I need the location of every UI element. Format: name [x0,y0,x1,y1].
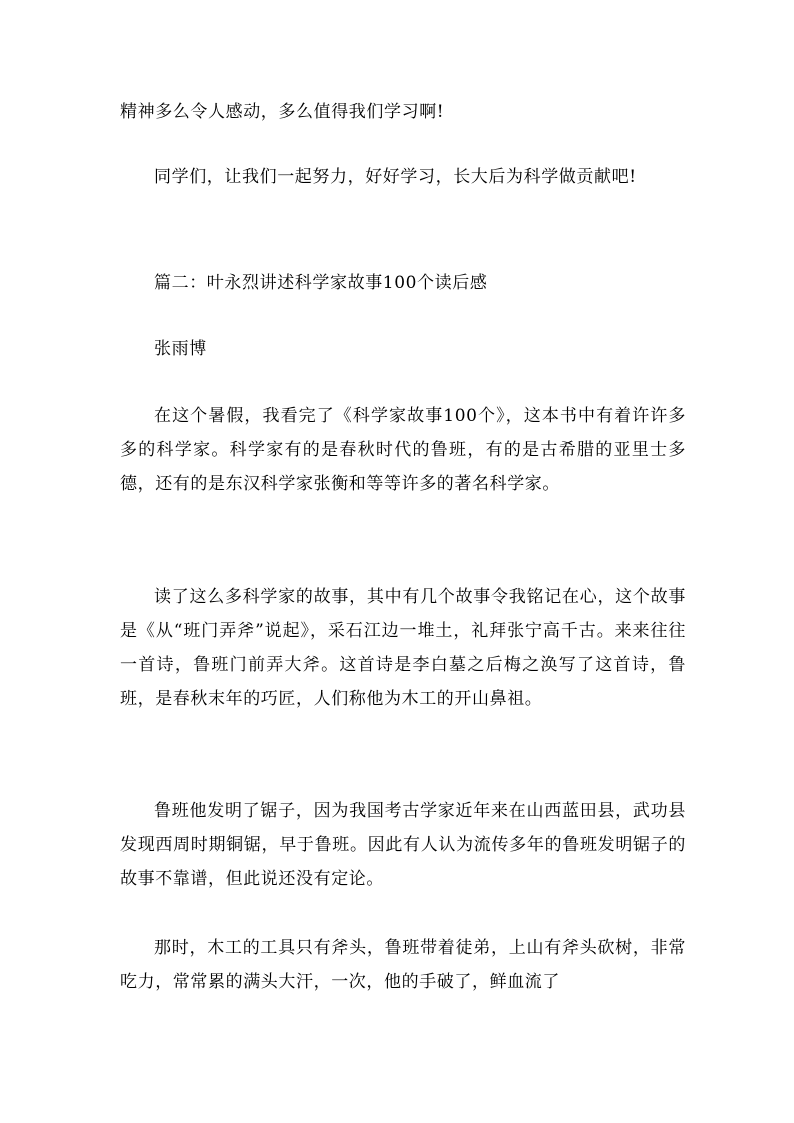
paragraph-axe-story: 那时，木工的工具只有斧头，鲁班带着徒弟，上山有斧头砍树，非常吃力，常常累的满头大汗，一次，他的手破了，鲜血流了 [120,938,686,992]
paragraph-saw-invention: 鲁班他发明了锯子，因为我国考古学家近年来在山西蓝田县，武功县发现西周时期铜锯，早于鲁班。因此有人认为流传多年的鲁班发明锯子的故事不靠谱，但此说还没有定论。 [120,801,686,889]
paragraph-call-to-action: 同学们，让我们一起努力，好好学习，长大后为科学做贡献吧! [154,167,637,187]
paragraph-ban-men-nong-fu: 读了这么多科学家的故事，其中有几个故事令我铭记在心，这个故事是《从“班门弄斧”说起》，采石江边一堆土，礼拜张宁高千古。来来往往一首诗，鲁班门前弄大斧。这首诗是李白墓之后梅之涣写了这首诗，鲁班，是春秋末年的巧匠，人们称他为木工的开山鼻祖。 [120,587,686,709]
paragraph-intro: 在这个暑假，我看完了《科学家故事100个》，这本书中有着许许多多的科学家。科学家有的是春秋时代的鲁班，有的是古希腊的亚里士多德，还有的是东汉科学家张衡和等等许多的著名科学家。 [120,406,686,494]
author-name: 张雨博 [154,339,207,359]
paragraph-closing-line: 精神多么令人感动，多么值得我们学习啊! [120,102,445,122]
section-heading: 篇二：叶永烈讲述科学家故事100个读后感 [154,273,488,293]
